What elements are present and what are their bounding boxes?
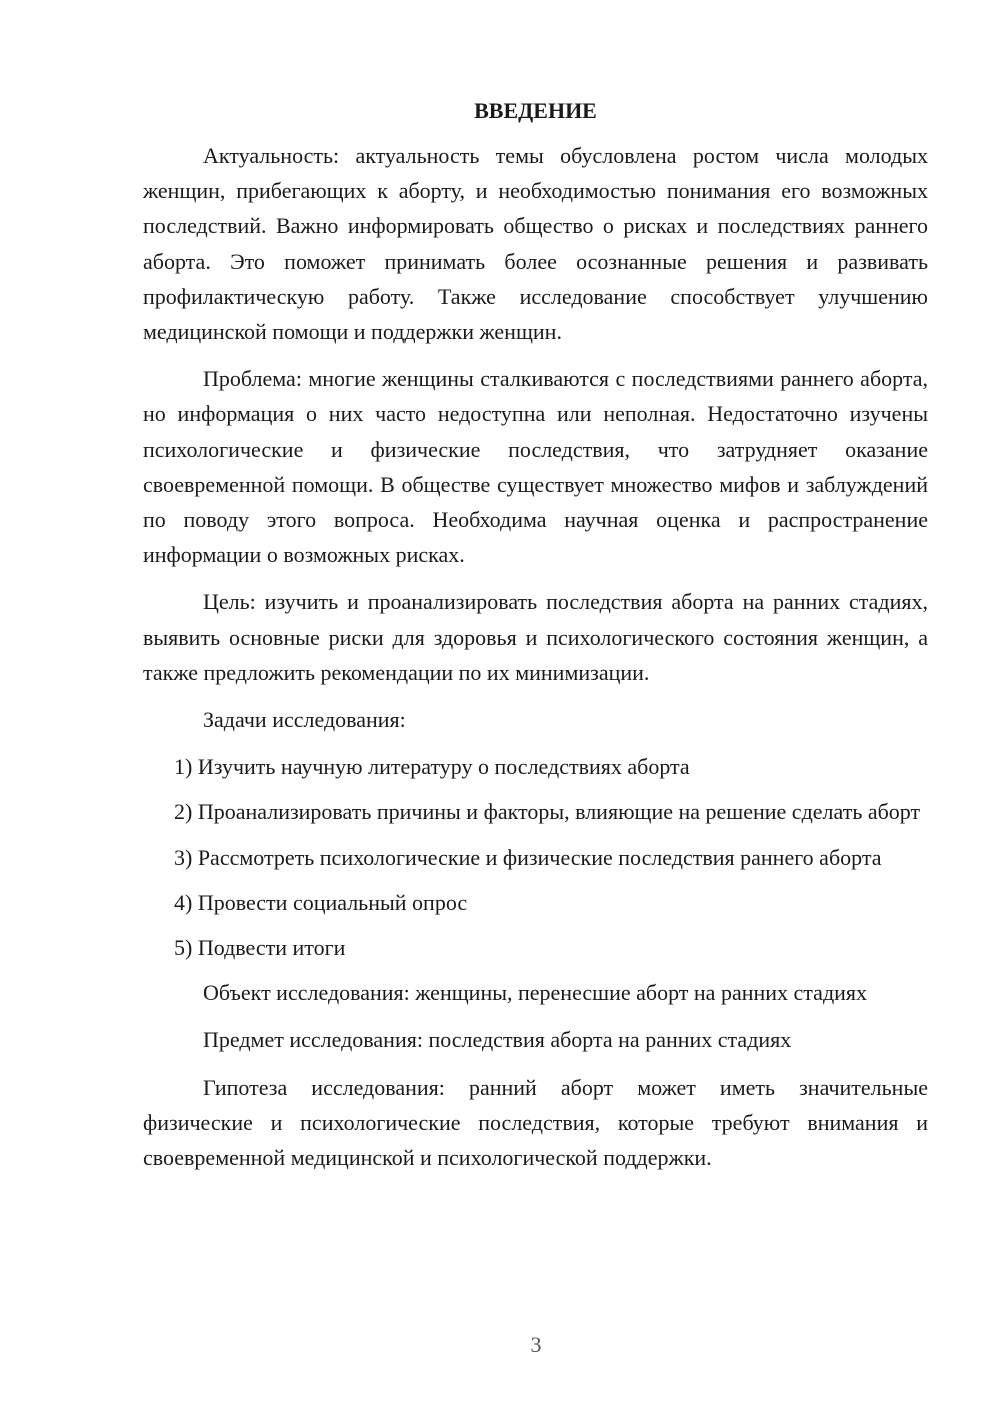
problem-paragraph: Проблема: многие женщины сталкиваются с последствиями раннего аборта, но информация о них часто недоступна или неполная. Недостаточно изучены психологические и физические последствия, что затрудняет оказание своевременной помощи. В обществе существует множество мифов и заблуждений по поводу этого вопроса. Необходима научная оценка и распространение информации о возможных рисках. (143, 366, 928, 568)
object-paragraph: Объект исследования: женщины, перенесшие аборт на ранних стадиях (203, 980, 868, 1006)
hypothesis-paragraph: Гипотеза исследования: ранний аборт может иметь значительные физические и психологические последствия, которые требуют внимания и своевременной медицинской и психологической поддержки. (143, 1074, 928, 1171)
list-item: 5) Подвести итоги (174, 935, 346, 961)
tasks-heading: Задачи исследования: (203, 707, 406, 733)
subject-paragraph: Предмет исследования: последствия аборта на ранних стадиях (203, 1027, 792, 1053)
list-item: 2) Проанализировать причины и факторы, влияющие на решение сделать аборт (174, 799, 921, 825)
goal-paragraph: Цель: изучить и проанализировать последствия аборта на ранних стадиях, выявить основные риски для здоровья и психологического состояния женщин, а также предложить рекомендации по их минимизации. (143, 589, 928, 685)
relevance-paragraph: Актуальность: актуальность темы обусловлена ростом числа молодых женщин, прибегающих к аборту, и необходимостью понимания его возможных последствий. Важно информировать общество о рисках и последствиях раннего аборта. Это поможет принимать более осознанные решения и развивать профилактическую работу. Также исследование способствует улучшению медицинской помощи и поддержки женщин. (143, 143, 928, 345)
section-title: ВВЕДЕНИЕ (474, 98, 597, 123)
list-item: 3) Рассмотреть психологические и физические последствия раннего аборта (174, 844, 882, 870)
tasks-list (143, 749, 928, 965)
page-number: 3 (530, 1332, 542, 1357)
list-item: 1) Изучить научную литературу о последствиях аборта (174, 754, 690, 780)
page-body (143, 96, 928, 1187)
list-item: 4) Провести социальный опрос (174, 889, 468, 915)
